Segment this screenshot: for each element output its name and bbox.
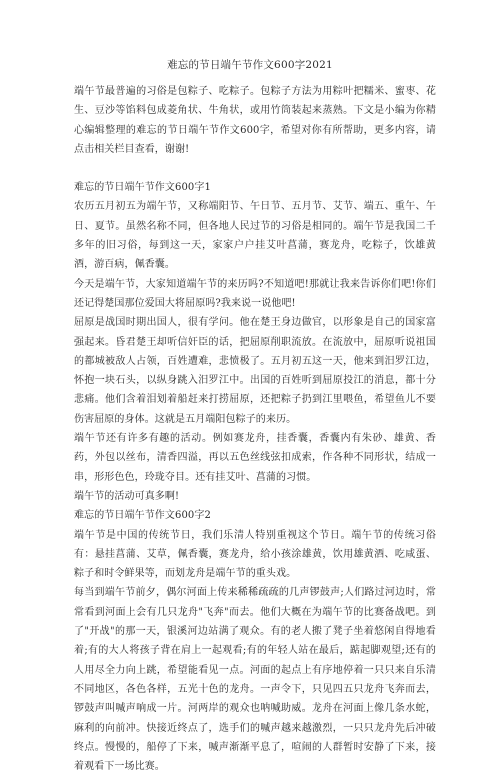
essay2-paragraph-1: 端午节是中国的传统节日，我们乐清人特别重视这个节日。端午节的传统习俗有：悬挂菖蒲、艾草，佩香囊，赛龙舟，给小孩涂雄黄，饮用雄黄酒、吃咸蛋、粽子和时令鲜果等，而划龙舟是端午节的重头戏。: [74, 529, 436, 580]
paragraph-gap: [74, 159, 436, 178]
document-body: [74, 82, 436, 776]
essay1-paragraph-5: 端午节的活动可真多啊!: [74, 490, 180, 502]
essay1-paragraph-4: 端午节还有许多有趣的活动。例如赛龙舟，挂香囊，香囊内有朱砂、雄黄、香药，外包以丝布，清香四溢，再以五色丝线弦扣成索，作各种不同形状，结成一串，形形色色，玲珑夺目。还有挂艾叶、菖蒲的习惯。: [74, 433, 436, 483]
essay1-paragraph-2: 今天是端午节，大家知道端午节的来历吗?不知道吧!那就让我来告诉你们吧!你们还记得楚国那位爱国大将屈原吗?我来说一说他吧!: [74, 278, 436, 309]
intro-paragraph: 端午节最普遍的习俗是包粽子、吃粽子。包粽子方法为用粽叶把糯米、蜜枣、花生、豆沙等馅料包成菱角状、牛角状，或用竹筒装起来蒸熟。下文是小编为你精心编辑整理的难忘的节日端午节作文600字，希望对你有所帮助，更多内容，请点击相关栏目查看，谢谢!: [74, 86, 436, 155]
essay1-paragraph-3: 屈原是战国时期出国人，很有学问。他在楚王身边做官，以形象是自己的国家富强起来。昏君楚王却听信奸臣的话，把屈原削职流放。在流放中，屈原听说祖国的都城被敌人占领，百姓遭难，悲愤极了。五月初五这一天，他来到汨罗江边，怀抱一块石头，以纵身跳入汨罗江中。出国的百姓听到屈原投江的消息，都十分悲痛。他们含着泪划着船赶来打捞屈原，还把粽子扔到江里喂鱼，希望鱼儿不要伤害屈原的身体。这就是五月端阳包粽子的来历。: [74, 317, 436, 425]
essay2-heading: 难忘的节日端午节作文600字2: [74, 510, 211, 522]
essay2-paragraph-2: 每当到端午节前夕，偶尔河面上传来稀稀疏疏的几声锣鼓声;人们路过河边时，常常看到河面上会有几只龙舟"飞奔"而去。他们大概在为端午节的比赛备战吧。到了"开战"的那一天，银溪河边站满了观众。有的老人搬了凳子坐着悠闲自得地看着;有的大人将孩子背在肩上一起观看;有的年轻人站在最后，踮起脚观望;还有的人用尽全力向上跳，希望能看见一点。河面的起点上有序地停着一只只来自乐清不同地区，各色各样，五光十色的龙舟。一声令下，只见四五只龙舟飞奔而去，锣鼓声叫喊声响成一片。河两岸的观众也呐喊助威。龙舟在河面上像几条水蛇，麻利的向前冲。快接近终点了，选手们的喊声越来越激烈，一只只龙舟先后冲破终点。慢慢的，船停了下来，喊声渐渐平息了，喧闹的人群暂时安静了下来，接着观看下一场比赛。: [74, 587, 436, 773]
essay1-paragraph-1: 农历五月初五为端午节，又称端阳节、午日节、五月节、艾节、端五、重午、午日、夏节。虽然名称不同，但各地人民过节的习俗是相同的。端午节是我国二千多年的旧习俗，每到这一天，家家户户挂艾叶菖蒲，赛龙舟，吃粽子，饮雄黄酒，游百病，佩香囊。: [74, 201, 436, 271]
document-title: 难忘的节日端午节作文600字2021: [167, 59, 333, 71]
essay1-heading: 难忘的节日端午节作文600字1: [74, 182, 211, 194]
